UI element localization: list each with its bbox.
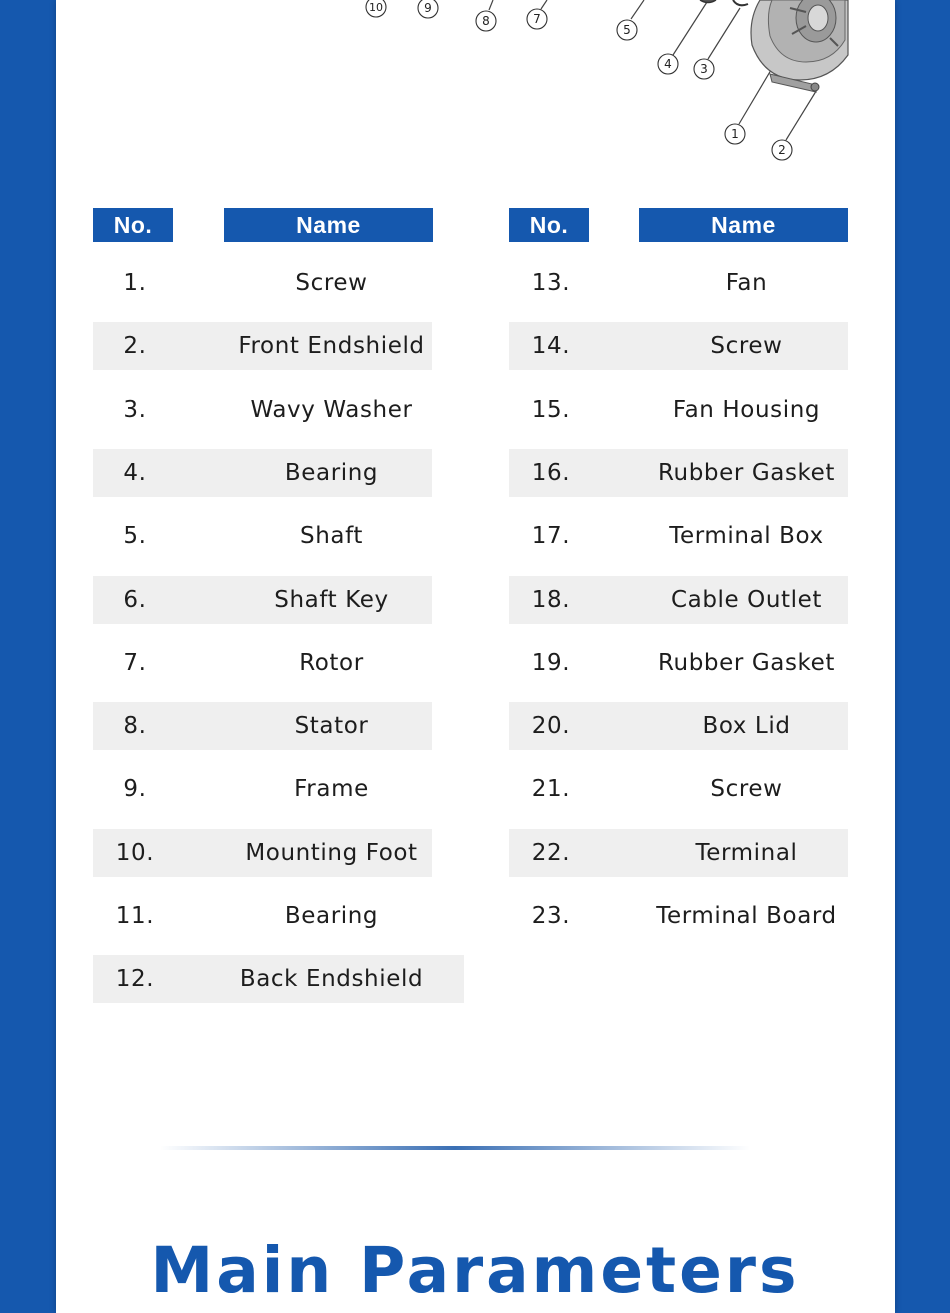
header-name-left: Name <box>224 208 433 242</box>
svg-text:10: 10 <box>369 1 383 14</box>
part-name: Bearing <box>284 460 379 486</box>
part-number: 23. <box>531 903 571 929</box>
svg-text:3: 3 <box>700 62 708 76</box>
part-name: Bearing <box>284 903 379 929</box>
svg-text:8: 8 <box>482 14 490 28</box>
header-name-right: Name <box>639 208 848 242</box>
callout-9 <box>418 0 438 18</box>
header-no-right: No. <box>509 208 589 242</box>
part-number: 2. <box>123 333 147 359</box>
part-number: 21. <box>531 776 571 802</box>
part-number: 22. <box>531 840 571 866</box>
part-name: Frame <box>294 776 369 802</box>
exploded-motor-diagram <box>0 0 950 180</box>
part-number: 4. <box>123 460 147 486</box>
part-number: 19. <box>531 650 571 676</box>
section-title: Main Parameters <box>150 1234 800 1307</box>
part-name: Screw <box>295 270 368 296</box>
callout-10 <box>366 0 386 17</box>
part-name: Back Endshield <box>239 966 424 992</box>
part-name: Rubber Gasket <box>657 460 835 486</box>
part-number: 3. <box>123 397 147 423</box>
part-name: Terminal Board <box>656 903 837 929</box>
header-no-left: No. <box>93 208 173 242</box>
part-number: 12. <box>115 966 155 992</box>
part-name: Stator <box>294 713 369 739</box>
endshield-illustration <box>700 0 848 92</box>
part-number: 8. <box>123 713 147 739</box>
part-name: Shaft <box>300 523 363 549</box>
callout-8 <box>476 11 496 31</box>
part-number: 16. <box>531 460 571 486</box>
svg-text:4: 4 <box>664 57 672 71</box>
part-name: Shaft Key <box>274 587 389 613</box>
callout-7 <box>527 9 547 29</box>
svg-text:2: 2 <box>778 143 786 157</box>
svg-text:9: 9 <box>424 1 432 15</box>
part-number: 17. <box>531 523 571 549</box>
callout-2 <box>725 124 745 144</box>
callout-1 <box>772 140 792 160</box>
part-name: Fan Housing <box>672 397 821 423</box>
part-name: Rotor <box>299 650 364 676</box>
part-number: 11. <box>115 903 155 929</box>
part-name: Mounting Foot <box>245 840 418 866</box>
part-name: Fan <box>725 270 768 296</box>
svg-text:7: 7 <box>533 12 541 26</box>
part-number: 6. <box>123 587 147 613</box>
part-number: 7. <box>123 650 147 676</box>
part-number: 15. <box>531 397 571 423</box>
part-number: 1. <box>123 270 147 296</box>
part-number: 13. <box>531 270 571 296</box>
svg-text:1: 1 <box>731 127 739 141</box>
part-number: 10. <box>115 840 155 866</box>
part-name: Screw <box>710 333 783 359</box>
part-number: 20. <box>531 713 571 739</box>
part-name: Front Endshield <box>238 333 425 359</box>
svg-text:5: 5 <box>623 23 631 37</box>
part-name: Rubber Gasket <box>657 650 835 676</box>
part-name: Box Lid <box>702 713 791 739</box>
part-number: 18. <box>531 587 571 613</box>
part-name: Wavy Washer <box>250 397 413 423</box>
part-name: Cable Outlet <box>670 587 823 613</box>
part-number: 5. <box>123 523 147 549</box>
part-name: Terminal Box <box>669 523 824 549</box>
callout-3 <box>694 59 714 79</box>
part-name: Screw <box>710 776 783 802</box>
section-divider <box>160 1146 750 1150</box>
callout-5 <box>617 20 637 40</box>
part-name: Terminal <box>695 840 798 866</box>
part-number: 14. <box>531 333 571 359</box>
part-number: 9. <box>123 776 147 802</box>
callout-4 <box>658 54 678 74</box>
